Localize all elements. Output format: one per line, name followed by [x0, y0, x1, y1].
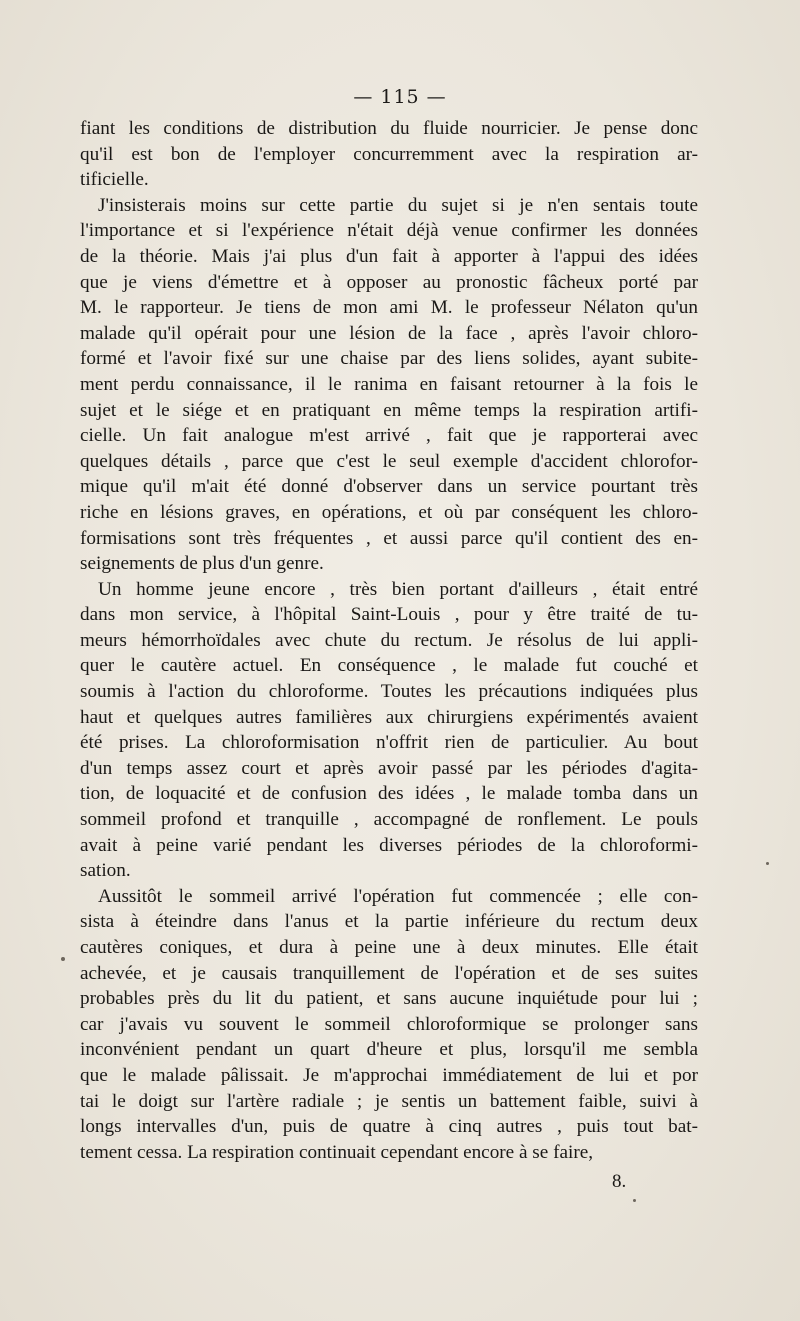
text-line: avait à peine varié pendant les diverses périodes de la chloroformi- — [80, 834, 698, 856]
text-line: sation. — [80, 860, 131, 882]
text-line: fiant les conditions de distribution du fluide nourricier. Je pense donc — [80, 118, 698, 139]
text-line: meurs hémorrhoïdales avec chute du rectum. Je résolus de lui appli- — [80, 629, 698, 651]
text-line: quer le cautère actuel. En conséquence , le malade fut couché et — [80, 655, 698, 677]
text-line: sujet et le siége et en pratiquant en même temps la respiration artifi- — [80, 399, 698, 421]
text-line: seignements de plus d'un genre. — [80, 553, 324, 575]
text-line: malade qu'il opérait pour une lésion de la face , après l'avoir chloro- — [80, 322, 698, 344]
text-line: été prises. La chloroformisation n'offrit rien de particulier. Au bout — [80, 732, 698, 754]
body-text — [80, 116, 698, 1165]
text-line: car j'avais vu souvent le sommeil chloroformique se prolonger sans — [80, 1013, 698, 1035]
text-line: soumis à l'action du chloroforme. Toutes les précautions indiquées plus — [80, 681, 698, 703]
text-line: tement cessa. La respiration continuait cependant encore à se faire, — [80, 1141, 594, 1163]
text-line: de la théorie. Mais j'ai plus d'un fait à apporter à l'appui des idées — [80, 245, 698, 267]
text-line: sista à éteindre dans l'anus et la partie inférieure du rectum deux — [80, 911, 698, 933]
text-line: cielle. Un fait analogue m'est arrivé , fait que je rapporterai avec — [80, 425, 698, 447]
text-line: riche en lésions graves, en opérations, et où par conséquent les chloro- — [80, 501, 698, 523]
text-line: longs intervalles d'un, puis de quatre à cinq autres , puis tout bat- — [80, 1116, 698, 1138]
text-line: inconvénient pendant un quart d'heure et plus, lorsqu'il me sembla — [80, 1039, 698, 1061]
text-line: mique qu'il m'ait été donné d'observer dans un service pourtant très — [80, 476, 698, 498]
text-line: achevée, et je causais tranquillement de l'opération et de ses suites — [80, 962, 698, 984]
text-line: probables près du lit du patient, et sans aucune inquiétude pour lui ; — [80, 988, 698, 1010]
text-line: tificielle. — [80, 169, 149, 191]
text-line: tion, de loquacité et de confusion des idées , le malade tomba dans un — [80, 783, 698, 805]
text-line: cautères coniques, et dura à peine une à deux minutes. Elle était — [80, 937, 698, 958]
text-line: formisations sont très fréquentes , et aussi parce qu'il contient des en- — [80, 527, 698, 549]
text-line: M. le rapporteur. Je tiens de mon ami M. le professeur Nélaton qu'un — [80, 297, 698, 319]
text-line: qu'il est bon de l'employer concurremment avec la respiration ar- — [80, 143, 698, 165]
text-line: tai le doigt sur l'artère radiale ; je sentis un battement faible, suivi à — [80, 1090, 698, 1112]
text-line: dans mon service, à l'hôpital Saint-Louis , pour y être traité de tu- — [80, 604, 698, 626]
text-line: Aussitôt le sommeil arrivé l'opération fut commencée ; elle con- — [98, 885, 698, 907]
text-line: l'importance et si l'expérience n'était déjà venue confirmer les données — [80, 220, 698, 242]
paper-speck — [61, 957, 65, 961]
text-line: que je viens d'émettre et à opposer au pronostic fâcheux porté par — [80, 271, 698, 293]
paper-speck — [766, 862, 769, 865]
text-line: J'insisterais moins sur cette partie du sujet si je n'en sentais toute — [98, 194, 698, 216]
text-line: Un homme jeune encore , très bien portant d'ailleurs , était entré — [98, 578, 698, 600]
text-line: d'un temps assez court et après avoir passé par les périodes d'agita- — [80, 757, 698, 779]
signature-mark: 8. — [612, 1171, 627, 1192]
text-line: que le malade pâlissait. Je m'approchai immédiatement de lui et por — [80, 1064, 698, 1086]
text-line: formé et l'avoir fixé sur une chaise par des liens solides, ayant subite- — [80, 348, 698, 370]
text-line: quelques détails , parce que c'est le seul exemple d'accident chlorofor- — [80, 450, 698, 472]
page-number: — 115 — — [353, 86, 447, 108]
text-line: ment perdu connaissance, il le ranima en faisant retourner à la fois le — [80, 373, 698, 395]
paper-speck — [633, 1199, 636, 1202]
text-line: haut et quelques autres familières aux chirurgiens expérimentés avaient — [80, 706, 698, 728]
text-line: sommeil profond et tranquille , accompagné de ronflement. Le pouls — [80, 809, 698, 831]
